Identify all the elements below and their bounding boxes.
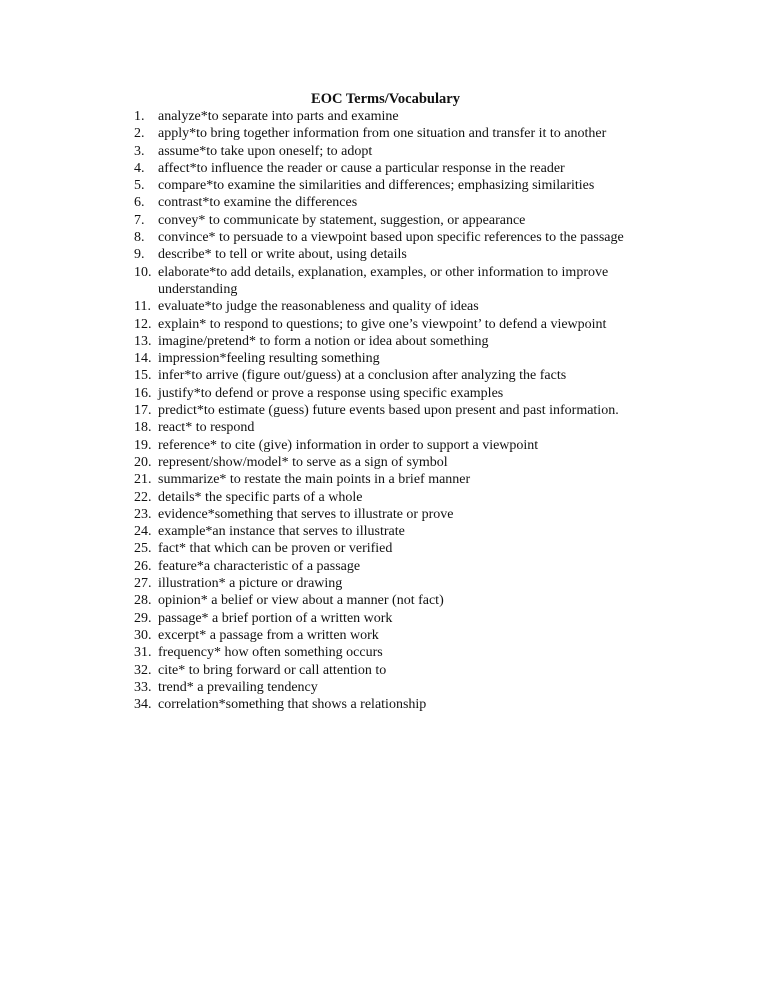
list-item	[134, 316, 654, 333]
item-definition: reference* to cite (give) information in order to support a viewpoint	[158, 437, 539, 453]
item-number: 7.	[134, 212, 145, 228]
item-definition: explain* to respond to questions; to give one’s viewpoint’ to defend a viewpoint	[158, 316, 607, 332]
item-definition: react* to respond	[158, 420, 255, 436]
item-definition: describe* to tell or write about, using details	[158, 247, 407, 263]
list-item	[134, 662, 654, 679]
item-number: 29.	[134, 610, 152, 626]
item-number: 22.	[134, 489, 152, 505]
list-item	[134, 264, 654, 299]
item-definition: feature*a characteristic of a passage	[158, 558, 361, 574]
item-number: 14.	[134, 351, 152, 367]
list-item	[134, 644, 654, 661]
list-item	[134, 575, 654, 592]
item-number: 17.	[134, 403, 152, 419]
list-item	[134, 385, 654, 402]
list-item	[134, 298, 654, 315]
item-definition: justify*to defend or prove a response using specific examples	[158, 385, 504, 401]
item-number: 27.	[134, 576, 152, 592]
item-number: 10.	[134, 264, 152, 280]
item-definition: details* the specific parts of a whole	[158, 489, 363, 505]
list-item	[134, 402, 654, 419]
item-number: 28.	[134, 593, 152, 609]
list-item	[134, 523, 654, 540]
item-definition: compare*to examine the similarities and differences; emphasizing similarities	[158, 178, 595, 194]
item-definition: illustration* a picture or drawing	[158, 576, 343, 592]
item-definition: impression*feeling resulting something	[158, 351, 380, 367]
list-item	[134, 558, 654, 575]
item-definition: represent/show/model* to serve as a sign of symbol	[158, 454, 448, 470]
item-definition: summarize* to restate the main points in a brief manner	[158, 472, 471, 488]
item-definition: cite* to bring forward or call attention to	[158, 662, 387, 678]
item-definition: convey* to communicate by statement, suggestion, or appearance	[158, 212, 526, 228]
item-definition: predict*to estimate (guess) future events based upon present and past information.	[158, 403, 619, 419]
list-item	[134, 108, 654, 125]
item-definition: correlation*something that shows a relationship	[158, 697, 427, 713]
item-number: 24.	[134, 524, 152, 540]
list-item	[134, 194, 654, 211]
list-item	[134, 471, 654, 488]
item-definition: excerpt* a passage from a written work	[158, 627, 379, 643]
list-item	[134, 679, 654, 696]
item-definition: example*an instance that serves to illustrate	[158, 524, 405, 540]
list-item	[134, 367, 654, 384]
list-item	[134, 610, 654, 627]
item-number: 26.	[134, 558, 152, 574]
item-definition: trend* a prevailing tendency	[158, 679, 318, 695]
item-definition: analyze*to separate into parts and examine	[158, 109, 399, 124]
list-item	[134, 350, 654, 367]
item-number: 11.	[134, 299, 151, 315]
item-number: 18.	[134, 420, 152, 436]
item-definition: imagine/pretend* to form a notion or idea about something	[158, 333, 489, 349]
list-item	[134, 143, 654, 160]
list-item	[134, 246, 654, 263]
item-definition: fact* that which can be proven or verified	[158, 541, 393, 557]
item-definition: assume*to take upon oneself; to adopt	[158, 143, 373, 159]
list-item	[134, 696, 654, 713]
document-title: EOC Terms/Vocabulary	[311, 91, 460, 107]
item-number: 13.	[134, 333, 152, 349]
item-number: 8.	[134, 230, 145, 246]
list-item	[134, 454, 654, 471]
list-item	[134, 125, 654, 142]
item-number: 4.	[134, 160, 145, 176]
item-number: 34.	[134, 697, 152, 713]
item-number: 3.	[134, 143, 145, 159]
item-number: 12.	[134, 316, 152, 332]
list-item	[134, 437, 654, 454]
item-definition: frequency* how often something occurs	[158, 645, 383, 661]
item-number: 20.	[134, 454, 152, 470]
list-item	[134, 419, 654, 436]
item-number: 31.	[134, 645, 152, 661]
vocabulary-list	[134, 108, 654, 713]
item-number: 19.	[134, 437, 152, 453]
item-definition: elaborate*to add details, explanation, examples, or other information to improve understanding	[158, 264, 609, 297]
item-definition: contrast*to examine the differences	[158, 195, 358, 211]
item-number: 9.	[134, 247, 145, 263]
list-item	[134, 627, 654, 644]
item-number: 25.	[134, 541, 152, 557]
item-number: 1.	[134, 109, 145, 124]
list-item	[134, 592, 654, 609]
item-definition: affect*to influence the reader or cause a particular response in the reader	[158, 160, 565, 176]
list-item	[134, 177, 654, 194]
list-item	[134, 506, 654, 523]
item-definition: evaluate*to judge the reasonableness and quality of ideas	[158, 299, 479, 315]
item-definition: convince* to persuade to a viewpoint based upon specific references to the passage	[158, 230, 624, 246]
item-number: 32.	[134, 662, 152, 678]
item-number: 5.	[134, 178, 145, 194]
list-item	[134, 540, 654, 557]
item-number: 23.	[134, 506, 152, 522]
list-item	[134, 160, 654, 177]
item-definition: apply*to bring together information from one situation and transfer it to another	[158, 126, 607, 142]
item-definition: infer*to arrive (figure out/guess) at a conclusion after analyzing the facts	[158, 368, 567, 384]
list-item	[134, 489, 654, 506]
item-definition: passage* a brief portion of a written work	[158, 610, 393, 626]
list-item	[134, 229, 654, 246]
item-number: 15.	[134, 368, 152, 384]
list-item	[134, 212, 654, 229]
item-number: 6.	[134, 195, 145, 211]
item-number: 21.	[134, 472, 152, 488]
item-definition: opinion* a belief or view about a manner (not fact)	[158, 593, 444, 609]
item-number: 16.	[134, 385, 152, 401]
item-number: 33.	[134, 679, 152, 695]
list-item	[134, 333, 654, 350]
item-definition: evidence*something that serves to illustrate or prove	[158, 506, 454, 522]
item-number: 30.	[134, 627, 152, 643]
item-number: 2.	[134, 126, 145, 142]
